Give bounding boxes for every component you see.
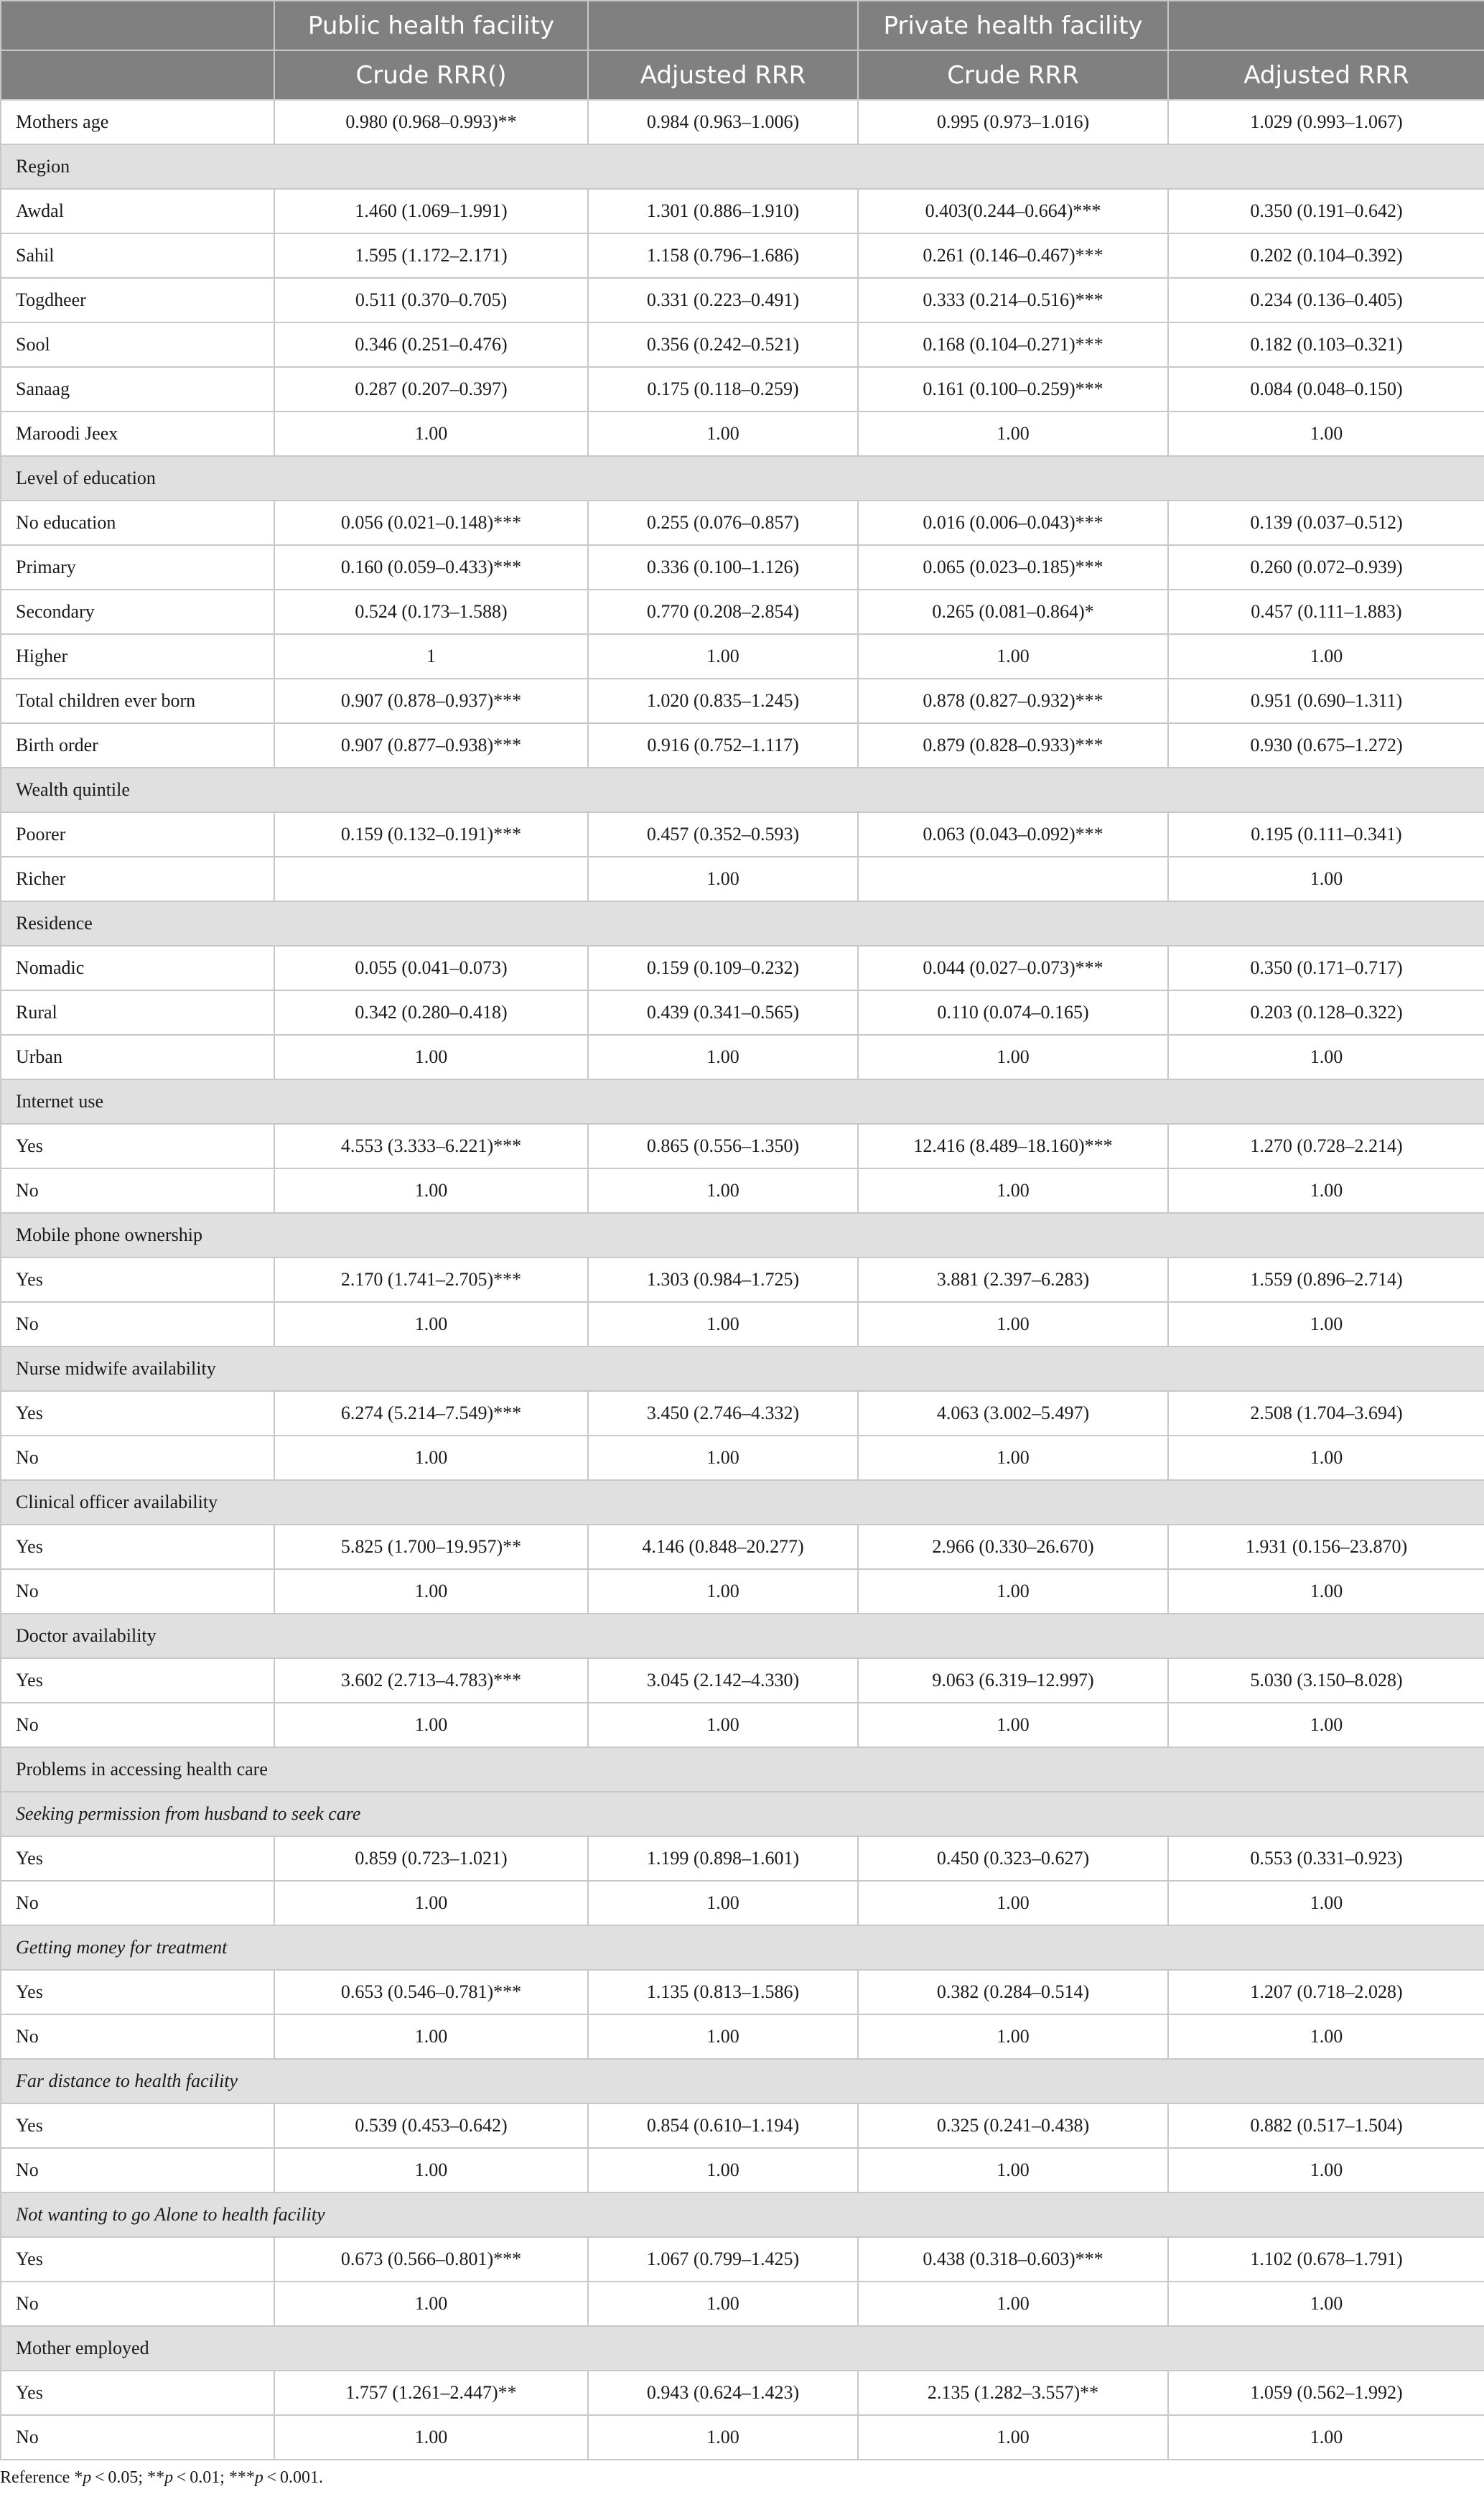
private-crude-rrr-cell: 0.161 (0.100–0.259)*** bbox=[858, 367, 1168, 411]
public-adjusted-rrr-cell: 0.916 (0.752–1.117) bbox=[588, 723, 858, 768]
public-adjusted-rrr-cell: 0.854 (0.610–1.194) bbox=[588, 2103, 858, 2148]
private-adjusted-rrr-cell: 1.00 bbox=[1168, 1302, 1484, 1347]
section-header-row bbox=[1, 1480, 1484, 1525]
private-crude-rrr-cell: 0.333 (0.214–0.516)*** bbox=[858, 278, 1168, 322]
header-row-2 bbox=[1, 50, 1484, 100]
table-row bbox=[1, 1257, 1484, 1302]
private-adjusted-rrr-cell: 0.195 (0.111–0.341) bbox=[1168, 812, 1484, 857]
public-adjusted-rrr-cell: 0.439 (0.341–0.565) bbox=[588, 990, 858, 1035]
private-crude-rrr-cell: 1.00 bbox=[858, 1569, 1168, 1614]
private-adjusted-rrr-cell: 0.203 (0.128–0.322) bbox=[1168, 990, 1484, 1035]
table-row bbox=[1, 634, 1484, 679]
row-label: Nomadic bbox=[1, 946, 274, 990]
section-header-row bbox=[1, 1614, 1484, 1658]
footnote-p-symbol: p bbox=[83, 2468, 92, 2487]
row-label: Yes bbox=[1, 1124, 274, 1168]
public-adjusted-rrr-cell: 0.865 (0.556–1.350) bbox=[588, 1124, 858, 1168]
row-label: No bbox=[1, 1436, 274, 1480]
public-adjusted-rrr-cell: 1.067 (0.799–1.425) bbox=[588, 2237, 858, 2282]
private-adjusted-rrr-cell: 0.182 (0.103–0.321) bbox=[1168, 322, 1484, 367]
private-adjusted-rrr-cell: 1.00 bbox=[1168, 1436, 1484, 1480]
header-private-facility: Private health facility bbox=[858, 1, 1168, 50]
private-adjusted-rrr-cell: 0.350 (0.171–0.717) bbox=[1168, 946, 1484, 990]
public-adjusted-rrr-cell: 1.00 bbox=[588, 2282, 858, 2326]
public-crude-rrr-cell: 0.342 (0.280–0.418) bbox=[274, 990, 588, 1035]
public-adjusted-rrr-cell: 1.301 (0.886–1.910) bbox=[588, 189, 858, 233]
private-crude-rrr-cell: 1.00 bbox=[858, 411, 1168, 456]
private-crude-rrr-cell: 1.00 bbox=[858, 1881, 1168, 1925]
section-label: Mother employed bbox=[1, 2326, 1484, 2371]
public-adjusted-rrr-cell: 1.135 (0.813–1.586) bbox=[588, 1970, 858, 2014]
table-row bbox=[1, 100, 1484, 144]
private-adjusted-rrr-cell: 5.030 (3.150–8.028) bbox=[1168, 1658, 1484, 1703]
private-adjusted-rrr-cell: 0.553 (0.331–0.923) bbox=[1168, 1836, 1484, 1881]
table-row bbox=[1, 990, 1484, 1035]
table-row bbox=[1, 1881, 1484, 1925]
public-adjusted-rrr-cell: 0.331 (0.223–0.491) bbox=[588, 278, 858, 322]
table-row bbox=[1, 590, 1484, 634]
private-adjusted-rrr-cell: 1.931 (0.156–23.870) bbox=[1168, 1525, 1484, 1569]
table-row bbox=[1, 857, 1484, 901]
private-crude-rrr-cell: 1.00 bbox=[858, 1168, 1168, 1213]
row-label: Richer bbox=[1, 857, 274, 901]
public-adjusted-rrr-cell: 0.984 (0.963–1.006) bbox=[588, 100, 858, 144]
header-cell-empty bbox=[1, 1, 274, 50]
private-crude-rrr-cell: 2.966 (0.330–26.670) bbox=[858, 1525, 1168, 1569]
table-row bbox=[1, 1525, 1484, 1569]
row-label: Yes bbox=[1, 1836, 274, 1881]
public-crude-rrr-cell: 1.00 bbox=[274, 2148, 588, 2192]
private-adjusted-rrr-cell: 0.350 (0.191–0.642) bbox=[1168, 189, 1484, 233]
section-label: Region bbox=[1, 144, 1484, 189]
footnote-p-symbol: p bbox=[164, 2468, 174, 2487]
section-header-row bbox=[1, 1792, 1484, 1836]
public-crude-rrr-cell: 0.653 (0.546–0.781)*** bbox=[274, 1970, 588, 2014]
public-crude-rrr-cell bbox=[274, 857, 588, 901]
table-row bbox=[1, 1569, 1484, 1614]
section-label: Getting money for treatment bbox=[1, 1925, 1484, 1970]
private-adjusted-rrr-cell: 0.951 (0.690–1.311) bbox=[1168, 679, 1484, 723]
private-adjusted-rrr-cell: 1.00 bbox=[1168, 1703, 1484, 1747]
public-adjusted-rrr-cell: 1.00 bbox=[588, 1302, 858, 1347]
public-adjusted-rrr-cell: 1.158 (0.796–1.686) bbox=[588, 233, 858, 278]
private-crude-rrr-cell: 0.382 (0.284–0.514) bbox=[858, 1970, 1168, 2014]
private-adjusted-rrr-cell: 0.930 (0.675–1.272) bbox=[1168, 723, 1484, 768]
public-crude-rrr-cell: 1.757 (1.261–2.447)** bbox=[274, 2371, 588, 2415]
table-row bbox=[1, 1970, 1484, 2014]
public-adjusted-rrr-cell: 1.00 bbox=[588, 1569, 858, 1614]
public-adjusted-rrr-cell: 1.199 (0.898–1.601) bbox=[588, 1836, 858, 1881]
public-adjusted-rrr-cell: 0.457 (0.352–0.593) bbox=[588, 812, 858, 857]
header-public-crude-rrr: Crude RRR() bbox=[274, 50, 588, 100]
row-label: No bbox=[1, 1569, 274, 1614]
private-crude-rrr-cell: 0.878 (0.827–0.932)*** bbox=[858, 679, 1168, 723]
private-crude-rrr-cell: 3.881 (2.397–6.283) bbox=[858, 1257, 1168, 1302]
private-adjusted-rrr-cell: 1.00 bbox=[1168, 411, 1484, 456]
private-crude-rrr-cell: 4.063 (3.002–5.497) bbox=[858, 1391, 1168, 1436]
private-crude-rrr-cell: 0.044 (0.027–0.073)*** bbox=[858, 946, 1168, 990]
table-row bbox=[1, 1035, 1484, 1079]
section-label: Internet use bbox=[1, 1079, 1484, 1124]
section-header-row bbox=[1, 2326, 1484, 2371]
private-adjusted-rrr-cell: 1.00 bbox=[1168, 1569, 1484, 1614]
section-header-row bbox=[1, 1213, 1484, 1257]
table-row bbox=[1, 278, 1484, 322]
row-label: Togdheer bbox=[1, 278, 274, 322]
public-adjusted-rrr-cell: 1.00 bbox=[588, 2148, 858, 2192]
row-label: No bbox=[1, 2415, 274, 2460]
header-private-crude-rrr: Crude RRR bbox=[858, 50, 1168, 100]
private-crude-rrr-cell: 0.063 (0.043–0.092)*** bbox=[858, 812, 1168, 857]
header-public-facility: Public health facility bbox=[274, 1, 588, 50]
row-label: Yes bbox=[1, 1970, 274, 2014]
footnote-prefix: Reference * bbox=[0, 2468, 83, 2487]
private-crude-rrr-cell: 0.261 (0.146–0.467)*** bbox=[858, 233, 1168, 278]
public-crude-rrr-cell: 0.511 (0.370–0.705) bbox=[274, 278, 588, 322]
public-adjusted-rrr-cell: 0.159 (0.109–0.232) bbox=[588, 946, 858, 990]
table-row bbox=[1, 545, 1484, 590]
private-adjusted-rrr-cell: 1.00 bbox=[1168, 2415, 1484, 2460]
public-adjusted-rrr-cell: 1.00 bbox=[588, 2415, 858, 2460]
public-crude-rrr-cell: 1.00 bbox=[274, 2282, 588, 2326]
private-adjusted-rrr-cell: 1.270 (0.728–2.214) bbox=[1168, 1124, 1484, 1168]
section-label: Seeking permission from husband to seek care bbox=[1, 1792, 1484, 1836]
public-crude-rrr-cell: 4.553 (3.333–6.221)*** bbox=[274, 1124, 588, 1168]
public-adjusted-rrr-cell: 1.020 (0.835–1.245) bbox=[588, 679, 858, 723]
public-crude-rrr-cell: 0.907 (0.877–0.938)*** bbox=[274, 723, 588, 768]
section-header-row bbox=[1, 2059, 1484, 2103]
section-header-row bbox=[1, 144, 1484, 189]
table-row bbox=[1, 2103, 1484, 2148]
private-crude-rrr-cell: 0.325 (0.241–0.438) bbox=[858, 2103, 1168, 2148]
private-crude-rrr-cell: 0.265 (0.081–0.864)* bbox=[858, 590, 1168, 634]
private-crude-rrr-cell: 9.063 (6.319–12.997) bbox=[858, 1658, 1168, 1703]
table-row bbox=[1, 1658, 1484, 1703]
row-label: Birth order bbox=[1, 723, 274, 768]
private-crude-rrr-cell: 1.00 bbox=[858, 2415, 1168, 2460]
private-crude-rrr-cell: 0.016 (0.006–0.043)*** bbox=[858, 501, 1168, 545]
footnote-p-symbol: p bbox=[254, 2468, 263, 2487]
row-label: Total children ever born bbox=[1, 679, 274, 723]
public-crude-rrr-cell: 0.980 (0.968–0.993)** bbox=[274, 100, 588, 144]
private-adjusted-rrr-cell: 1.00 bbox=[1168, 2148, 1484, 2192]
footnote-threshold-3: < 0.001. bbox=[263, 2468, 324, 2487]
private-crude-rrr-cell: 1.00 bbox=[858, 2282, 1168, 2326]
private-crude-rrr-cell bbox=[858, 857, 1168, 901]
table-row bbox=[1, 367, 1484, 411]
private-crude-rrr-cell: 1.00 bbox=[858, 634, 1168, 679]
public-adjusted-rrr-cell: 0.336 (0.100–1.126) bbox=[588, 545, 858, 590]
public-adjusted-rrr-cell: 0.943 (0.624–1.423) bbox=[588, 2371, 858, 2415]
row-label: No bbox=[1, 2014, 274, 2059]
table-row bbox=[1, 679, 1484, 723]
section-label: Clinical officer availability bbox=[1, 1480, 1484, 1525]
public-crude-rrr-cell: 1.00 bbox=[274, 2014, 588, 2059]
private-adjusted-rrr-cell: 1.00 bbox=[1168, 1881, 1484, 1925]
row-label: No education bbox=[1, 501, 274, 545]
row-label: Sanaag bbox=[1, 367, 274, 411]
public-adjusted-rrr-cell: 1.00 bbox=[588, 1168, 858, 1213]
public-crude-rrr-cell: 0.056 (0.021–0.148)*** bbox=[274, 501, 588, 545]
public-adjusted-rrr-cell: 0.356 (0.242–0.521) bbox=[588, 322, 858, 367]
section-label: Wealth quintile bbox=[1, 768, 1484, 812]
public-adjusted-rrr-cell: 1.303 (0.984–1.725) bbox=[588, 1257, 858, 1302]
private-crude-rrr-cell: 1.00 bbox=[858, 1703, 1168, 1747]
private-crude-rrr-cell: 0.438 (0.318–0.603)*** bbox=[858, 2237, 1168, 2282]
row-label: Awdal bbox=[1, 189, 274, 233]
private-crude-rrr-cell: 12.416 (8.489–18.160)*** bbox=[858, 1124, 1168, 1168]
public-crude-rrr-cell: 1.00 bbox=[274, 2415, 588, 2460]
section-header-row bbox=[1, 768, 1484, 812]
private-adjusted-rrr-cell: 1.207 (0.718–2.028) bbox=[1168, 1970, 1484, 2014]
public-crude-rrr-cell: 0.524 (0.173–1.588) bbox=[274, 590, 588, 634]
public-adjusted-rrr-cell: 1.00 bbox=[588, 1881, 858, 1925]
table-row bbox=[1, 946, 1484, 990]
section-header-row bbox=[1, 1347, 1484, 1391]
table-row bbox=[1, 1302, 1484, 1347]
private-adjusted-rrr-cell: 1.559 (0.896–2.714) bbox=[1168, 1257, 1484, 1302]
public-crude-rrr-cell: 0.055 (0.041–0.073) bbox=[274, 946, 588, 990]
table-row bbox=[1, 1836, 1484, 1881]
section-header-row bbox=[1, 1747, 1484, 1792]
public-crude-rrr-cell: 0.346 (0.251–0.476) bbox=[274, 322, 588, 367]
private-adjusted-rrr-cell: 1.00 bbox=[1168, 857, 1484, 901]
public-crude-rrr-cell: 1.00 bbox=[274, 1703, 588, 1747]
table-row bbox=[1, 501, 1484, 545]
public-crude-rrr-cell: 0.159 (0.132–0.191)*** bbox=[274, 812, 588, 857]
public-adjusted-rrr-cell: 0.175 (0.118–0.259) bbox=[588, 367, 858, 411]
section-header-row bbox=[1, 1925, 1484, 1970]
private-adjusted-rrr-cell: 2.508 (1.704–3.694) bbox=[1168, 1391, 1484, 1436]
row-label: Urban bbox=[1, 1035, 274, 1079]
header-cell-empty bbox=[588, 1, 858, 50]
public-crude-rrr-cell: 1.00 bbox=[274, 411, 588, 456]
private-adjusted-rrr-cell: 1.029 (0.993–1.067) bbox=[1168, 100, 1484, 144]
public-adjusted-rrr-cell: 1.00 bbox=[588, 1436, 858, 1480]
public-crude-rrr-cell: 5.825 (1.700–19.957)** bbox=[274, 1525, 588, 1569]
section-label: Residence bbox=[1, 901, 1484, 946]
table-row bbox=[1, 1703, 1484, 1747]
public-crude-rrr-cell: 1.00 bbox=[274, 1881, 588, 1925]
section-label: Not wanting to go Alone to health facility bbox=[1, 2192, 1484, 2237]
row-label: No bbox=[1, 1168, 274, 1213]
table-footnote bbox=[0, 2468, 323, 2488]
public-adjusted-rrr-cell: 3.450 (2.746–4.332) bbox=[588, 1391, 858, 1436]
private-crude-rrr-cell: 0.168 (0.104–0.271)*** bbox=[858, 322, 1168, 367]
section-label: Doctor availability bbox=[1, 1614, 1484, 1658]
private-crude-rrr-cell: 0.995 (0.973–1.016) bbox=[858, 100, 1168, 144]
table-row bbox=[1, 1436, 1484, 1480]
public-crude-rrr-cell: 3.602 (2.713–4.783)*** bbox=[274, 1658, 588, 1703]
row-label: Yes bbox=[1, 1525, 274, 1569]
public-crude-rrr-cell: 0.160 (0.059–0.433)*** bbox=[274, 545, 588, 590]
row-label: Higher bbox=[1, 634, 274, 679]
public-adjusted-rrr-cell: 1.00 bbox=[588, 411, 858, 456]
section-label: Problems in accessing health care bbox=[1, 1747, 1484, 1792]
table-row bbox=[1, 2371, 1484, 2415]
private-adjusted-rrr-cell: 0.457 (0.111–1.883) bbox=[1168, 590, 1484, 634]
row-label: No bbox=[1, 1302, 274, 1347]
private-adjusted-rrr-cell: 1.102 (0.678–1.791) bbox=[1168, 2237, 1484, 2282]
public-crude-rrr-cell: 0.673 (0.566–0.801)*** bbox=[274, 2237, 588, 2282]
table-row bbox=[1, 2014, 1484, 2059]
section-label: Level of education bbox=[1, 456, 1484, 501]
header-row-1 bbox=[1, 1, 1484, 50]
table-row bbox=[1, 1168, 1484, 1213]
public-adjusted-rrr-cell: 0.770 (0.208–2.854) bbox=[588, 590, 858, 634]
row-label: No bbox=[1, 1703, 274, 1747]
public-adjusted-rrr-cell: 3.045 (2.142–4.330) bbox=[588, 1658, 858, 1703]
public-adjusted-rrr-cell: 1.00 bbox=[588, 857, 858, 901]
private-crude-rrr-cell: 0.403(0.244–0.664)*** bbox=[858, 189, 1168, 233]
private-crude-rrr-cell: 1.00 bbox=[858, 1035, 1168, 1079]
private-adjusted-rrr-cell: 1.00 bbox=[1168, 2014, 1484, 2059]
private-adjusted-rrr-cell: 1.00 bbox=[1168, 634, 1484, 679]
public-crude-rrr-cell: 0.907 (0.878–0.937)*** bbox=[274, 679, 588, 723]
row-label: Primary bbox=[1, 545, 274, 590]
table-header bbox=[1, 1, 1484, 100]
public-crude-rrr-cell: 1.00 bbox=[274, 1035, 588, 1079]
row-label: No bbox=[1, 2148, 274, 2192]
table-row bbox=[1, 411, 1484, 456]
row-label: Yes bbox=[1, 2103, 274, 2148]
table-row bbox=[1, 189, 1484, 233]
private-crude-rrr-cell: 0.450 (0.323–0.627) bbox=[858, 1836, 1168, 1881]
public-crude-rrr-cell: 0.287 (0.207–0.397) bbox=[274, 367, 588, 411]
header-cell-empty bbox=[1, 50, 274, 100]
row-label: No bbox=[1, 1881, 274, 1925]
private-crude-rrr-cell: 1.00 bbox=[858, 2148, 1168, 2192]
table-row bbox=[1, 1391, 1484, 1436]
section-header-row bbox=[1, 1079, 1484, 1124]
table-row bbox=[1, 2415, 1484, 2460]
footnote-threshold-1: < 0.05; ** bbox=[91, 2468, 165, 2487]
table-row bbox=[1, 812, 1484, 857]
private-adjusted-rrr-cell: 0.882 (0.517–1.504) bbox=[1168, 2103, 1484, 2148]
section-label: Mobile phone ownership bbox=[1, 1213, 1484, 1257]
table-row bbox=[1, 233, 1484, 278]
row-label: Yes bbox=[1, 1391, 274, 1436]
private-crude-rrr-cell: 1.00 bbox=[858, 2014, 1168, 2059]
row-label: Yes bbox=[1, 1658, 274, 1703]
row-label: No bbox=[1, 2282, 274, 2326]
public-crude-rrr-cell: 0.859 (0.723–1.021) bbox=[274, 1836, 588, 1881]
table-row bbox=[1, 2282, 1484, 2326]
private-crude-rrr-cell: 0.065 (0.023–0.185)*** bbox=[858, 545, 1168, 590]
section-header-row bbox=[1, 2192, 1484, 2237]
public-crude-rrr-cell: 1.00 bbox=[274, 1302, 588, 1347]
public-adjusted-rrr-cell: 0.255 (0.076–0.857) bbox=[588, 501, 858, 545]
row-label: Sahil bbox=[1, 233, 274, 278]
private-adjusted-rrr-cell: 0.260 (0.072–0.939) bbox=[1168, 545, 1484, 590]
header-private-adjusted-rrr: Adjusted RRR bbox=[1168, 50, 1484, 100]
private-adjusted-rrr-cell: 1.059 (0.562–1.992) bbox=[1168, 2371, 1484, 2415]
footnote-threshold-2: < 0.01; *** bbox=[173, 2468, 255, 2487]
public-adjusted-rrr-cell: 1.00 bbox=[588, 634, 858, 679]
public-crude-rrr-cell: 1.00 bbox=[274, 1569, 588, 1614]
private-adjusted-rrr-cell: 0.202 (0.104–0.392) bbox=[1168, 233, 1484, 278]
row-label: Yes bbox=[1, 2371, 274, 2415]
private-adjusted-rrr-cell: 0.234 (0.136–0.405) bbox=[1168, 278, 1484, 322]
private-crude-rrr-cell: 1.00 bbox=[858, 1436, 1168, 1480]
row-label: Rural bbox=[1, 990, 274, 1035]
public-adjusted-rrr-cell: 1.00 bbox=[588, 2014, 858, 2059]
public-crude-rrr-cell: 1 bbox=[274, 634, 588, 679]
section-label: Far distance to health facility bbox=[1, 2059, 1484, 2103]
row-label: Yes bbox=[1, 1257, 274, 1302]
table-body bbox=[1, 100, 1484, 2460]
row-label: Maroodi Jeex bbox=[1, 411, 274, 456]
public-crude-rrr-cell: 1.595 (1.172–2.171) bbox=[274, 233, 588, 278]
table-row bbox=[1, 2237, 1484, 2282]
table-row bbox=[1, 322, 1484, 367]
private-adjusted-rrr-cell: 0.139 (0.037–0.512) bbox=[1168, 501, 1484, 545]
row-label: Poorer bbox=[1, 812, 274, 857]
section-header-row bbox=[1, 901, 1484, 946]
private-adjusted-rrr-cell: 0.084 (0.048–0.150) bbox=[1168, 367, 1484, 411]
header-cell-empty bbox=[1168, 1, 1484, 50]
public-crude-rrr-cell: 2.170 (1.741–2.705)*** bbox=[274, 1257, 588, 1302]
public-adjusted-rrr-cell: 1.00 bbox=[588, 1703, 858, 1747]
public-adjusted-rrr-cell: 4.146 (0.848–20.277) bbox=[588, 1525, 858, 1569]
public-crude-rrr-cell: 1.00 bbox=[274, 1436, 588, 1480]
table-row bbox=[1, 723, 1484, 768]
public-crude-rrr-cell: 6.274 (5.214–7.549)*** bbox=[274, 1391, 588, 1436]
private-crude-rrr-cell: 0.879 (0.828–0.933)*** bbox=[858, 723, 1168, 768]
public-crude-rrr-cell: 0.539 (0.453–0.642) bbox=[274, 2103, 588, 2148]
private-crude-rrr-cell: 2.135 (1.282–3.557)** bbox=[858, 2371, 1168, 2415]
row-label: Secondary bbox=[1, 590, 274, 634]
table-row bbox=[1, 2148, 1484, 2192]
header-public-adjusted-rrr: Adjusted RRR bbox=[588, 50, 858, 100]
private-crude-rrr-cell: 0.110 (0.074–0.165) bbox=[858, 990, 1168, 1035]
private-crude-rrr-cell: 1.00 bbox=[858, 1302, 1168, 1347]
row-label: Sool bbox=[1, 322, 274, 367]
public-crude-rrr-cell: 1.00 bbox=[274, 1168, 588, 1213]
private-adjusted-rrr-cell: 1.00 bbox=[1168, 2282, 1484, 2326]
private-adjusted-rrr-cell: 1.00 bbox=[1168, 1035, 1484, 1079]
private-adjusted-rrr-cell: 1.00 bbox=[1168, 1168, 1484, 1213]
public-adjusted-rrr-cell: 1.00 bbox=[588, 1035, 858, 1079]
section-label: Nurse midwife availability bbox=[1, 1347, 1484, 1391]
table-row bbox=[1, 1124, 1484, 1168]
row-label: Yes bbox=[1, 2237, 274, 2282]
row-label: Mothers age bbox=[1, 100, 274, 144]
public-crude-rrr-cell: 1.460 (1.069–1.991) bbox=[274, 189, 588, 233]
section-header-row bbox=[1, 456, 1484, 501]
